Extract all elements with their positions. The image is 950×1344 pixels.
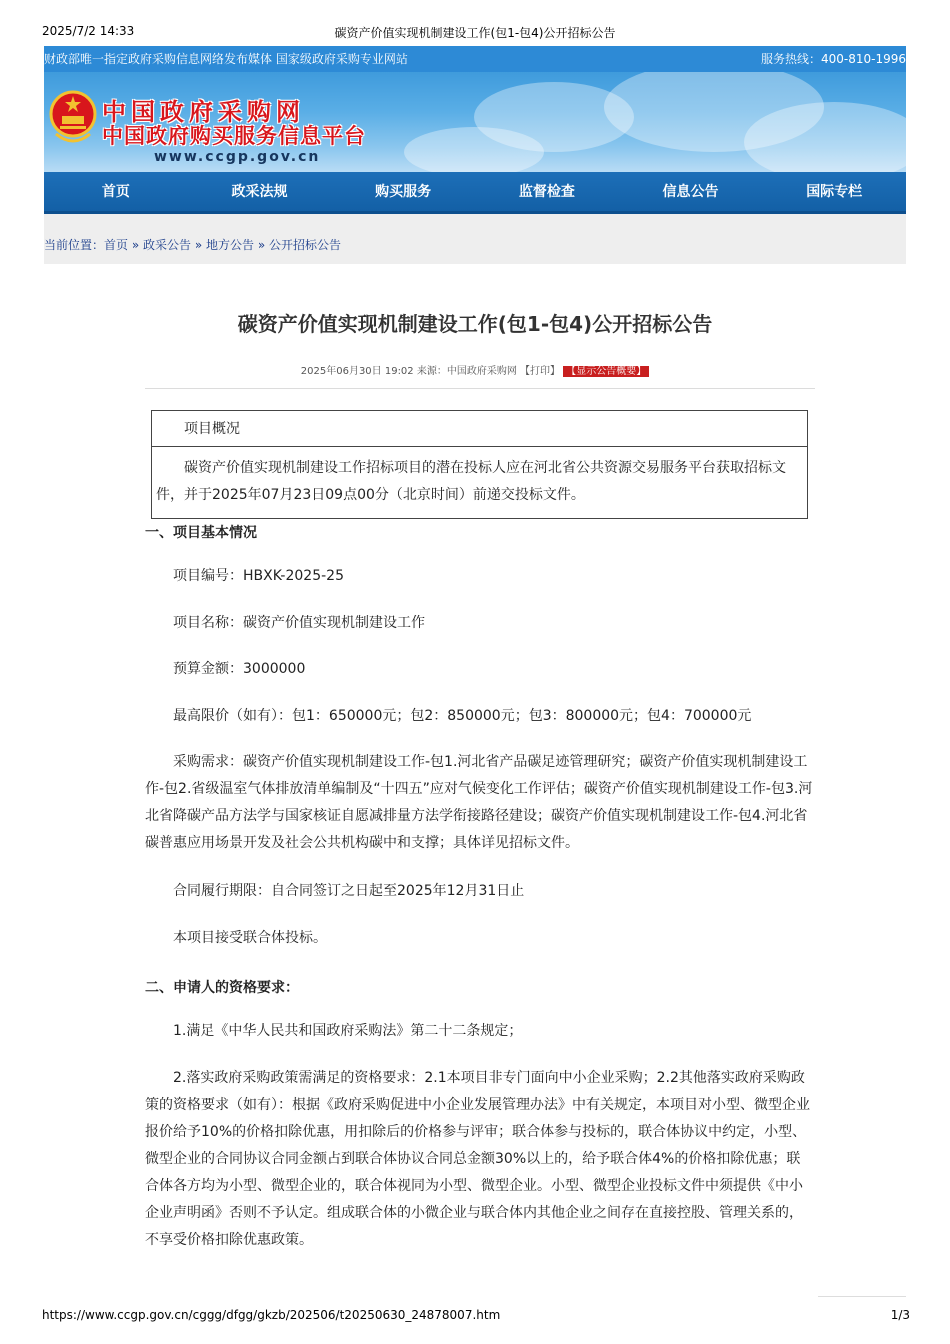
section1-title: 一、项目基本情况	[145, 525, 257, 541]
print-page-title: 碳资产价值实现机制建设工作(包1-包4)公开招标公告	[334, 26, 616, 40]
logo-url: www.ccgp.gov.cn	[154, 149, 321, 165]
divider	[145, 388, 815, 389]
site-banner	[44, 72, 906, 172]
logo-subtitle: 中国政府购买服务信息平台	[102, 124, 366, 148]
breadcrumb-home[interactable]: 首页	[104, 238, 129, 252]
breadcrumb-label: 当前位置：	[44, 238, 105, 252]
overview-box	[151, 410, 808, 519]
overview-heading: 项目概况	[152, 411, 807, 447]
nav-home[interactable]: 首页	[101, 184, 130, 200]
service-hotline: 服务热线：400-810-1996	[760, 52, 906, 66]
meta-text: 2025年06月30日 19:02 来源：中国政府采购网 【打印】	[300, 366, 561, 377]
footer-divider	[818, 1296, 906, 1297]
site-header	[44, 46, 906, 264]
article-meta	[0, 362, 950, 377]
contract-period: 合同履行期限：自合同签订之日起至2025年12月31日止	[173, 883, 525, 899]
breadcrumb-local[interactable]: 地方公告	[206, 238, 255, 252]
print-page-number: 1/3	[890, 1308, 910, 1322]
breadcrumb: 当前位置：首页 » 政采公告 » 地方公告 » 公开招标公告	[44, 214, 906, 264]
show-summary-button[interactable]: 【显示公告概要】	[563, 366, 649, 377]
print-header	[0, 0, 950, 40]
nav-purchase-service[interactable]: 购买服务	[375, 184, 432, 200]
section2-title: 二、申请人的资格要求：	[145, 980, 299, 996]
main-nav	[44, 172, 906, 214]
print-url: https://www.ccgp.gov.cn/cggg/dfgg/gkzb/202506/t20250630_24878007.htm	[42, 1308, 501, 1322]
qualification-2: 2.落实政府采购政策需满足的资格要求：2.1本项目非专门面向中小企业采购；2.2其他落实政府采购政策的资格要求（如有）：根据《政府采购促进中小企业发展管理办法》中有关规定，本项目对小型、微型企业报价给予10%的价格扣除优惠，用扣除后的价格参与评审；联合体参与投标的，联合体协议中约定，小型、微型企业的合同协议合同金额占到联合体协议合同总金额30%以上的，给予联合体4%的价格扣除优惠；联合体各方均为小型、微型企业的，联合体视同为小型、微型企业。小型、微型企业投标文件中须提供《中小企业声明函》否则不予认定。组成联合体的小微企业与联合体内其他企业之间存在直接控股、管理关系的，不享受价格扣除优惠政策。	[145, 1070, 810, 1248]
project-name: 项目名称：碳资产价值实现机制建设工作	[173, 615, 425, 631]
print-datetime: 2025/7/2 14:33	[42, 24, 135, 38]
overview-body: 碳资产价值实现机制建设工作招标项目的潜在投标人应在河北省公共资源交易服务平台获取招标文件，并于2025年07月23日09点00分（北京时间）前递交投标文件。	[156, 460, 786, 503]
breadcrumb-announcements[interactable]: 政采公告	[143, 238, 192, 252]
nav-international[interactable]: 国际专栏	[806, 184, 863, 200]
qualification-1: 1.满足《中华人民共和国政府采购法》第二十二条规定；	[173, 1023, 523, 1039]
budget-amount: 预算金额：3000000	[173, 661, 306, 677]
top-info-bar	[44, 46, 906, 72]
project-number: 项目编号：HBXK-2025-25	[173, 568, 344, 584]
site-slogan: 财政部唯一指定政府采购信息网络发布媒体 国家级政府采购专业网站	[44, 52, 408, 66]
logo-title[interactable]: 中国政府采购网	[102, 98, 305, 126]
national-emblem-icon	[48, 88, 98, 146]
consortium-note: 本项目接受联合体投标。	[173, 930, 327, 946]
nav-supervision[interactable]: 监督检查	[518, 184, 575, 200]
article-title: 碳资产价值实现机制建设工作(包1-包4)公开招标公告	[237, 312, 713, 336]
breadcrumb-open-tender[interactable]: 公开招标公告	[269, 238, 342, 252]
max-price: 最高限价（如有）：包1：650000元；包2：850000元；包3：800000元；包4：700000元	[173, 708, 752, 724]
procurement-requirement: 采购需求：碳资产价值实现机制建设工作-包1.河北省产品碳足迹管理研究；碳资产价值实现机制建设工作-包2.省级温室气体排放清单编制及“十四五”应对气候变化工作评估；碳资产价值实现机制建设工作-包3.河北省降碳产品方法学与国家核证自愿减排量方法学衔接路径建设；碳资产价值实现机制建设工作-包4.河北省碳普惠应用场景开发及社会公共机构碳中和支撑；具体详见招标文件。	[145, 754, 813, 851]
nav-regulations[interactable]: 政采法规	[231, 184, 288, 200]
nav-announcements[interactable]: 信息公告	[662, 184, 719, 200]
